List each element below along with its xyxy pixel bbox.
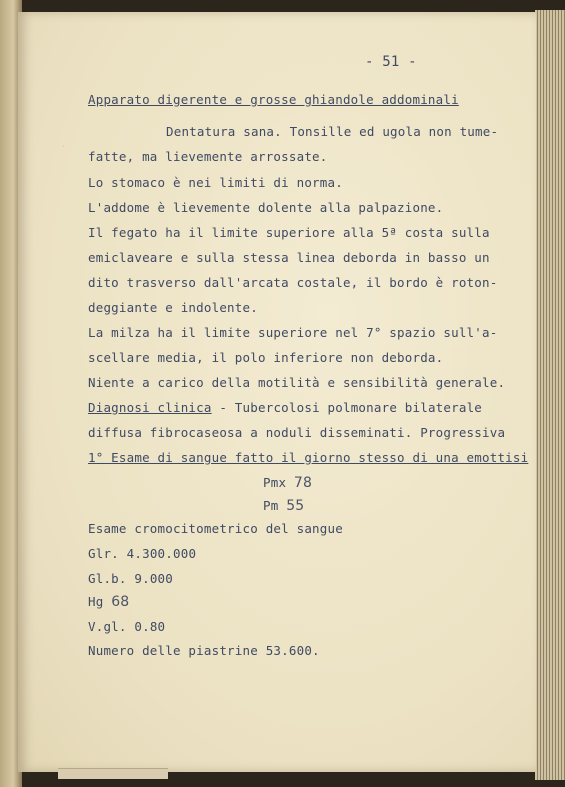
platelets-reading bbox=[88, 643, 320, 658]
pm-value: 55 bbox=[286, 498, 305, 514]
glb-reading bbox=[88, 571, 173, 586]
paragraph-line: scellare media, il polo inferiore non deborda. bbox=[88, 350, 444, 365]
glr-label: Glr. bbox=[88, 546, 119, 561]
section-heading: Apparato digerente e grosse ghiandole addominali bbox=[88, 92, 459, 107]
paragraph-line: deggiante e indolente. bbox=[88, 300, 258, 315]
glb-value: 9.000 bbox=[134, 571, 174, 586]
diagnosis-line bbox=[88, 400, 482, 415]
hg-value: 68 bbox=[111, 594, 130, 610]
paragraph-line: L'addome è lievemente dolente alla palpazione. bbox=[88, 200, 444, 215]
paragraph-line: La milza ha il limite superiore nel 7° spazio sull'a- bbox=[88, 325, 498, 340]
bleed-through-text: · bbox=[60, 140, 67, 153]
paragraph-line: Lo stomaco è nei limiti di norma. bbox=[88, 175, 343, 190]
diagnosis-label: Diagnosi clinica bbox=[88, 400, 212, 415]
platelets-label: Numero delle piastrine bbox=[88, 643, 258, 658]
pm-reading bbox=[263, 498, 304, 514]
glb-label: Gl.b. bbox=[88, 571, 127, 586]
paragraph-line: fatte, ma lievemente arrossate. bbox=[88, 149, 328, 164]
glr-reading bbox=[88, 546, 196, 561]
pm-label: Pm bbox=[263, 498, 279, 513]
paragraph-line: emiclaveare e sulla stessa linea deborda in basso un bbox=[88, 250, 490, 265]
paragraph-line: dito trasverso dall'arcata costale, il bordo è roton- bbox=[88, 275, 498, 290]
blood-exam-line: 1° Esame di sangue fatto il giorno stesso di una emottisi bbox=[88, 450, 529, 465]
pmx-label: Pmx bbox=[263, 475, 287, 490]
blood-title: Esame cromocitometrico del sangue bbox=[88, 521, 343, 536]
page-stack-edge bbox=[535, 10, 565, 780]
diagnosis-text: - Tubercolosi polmonare bilaterale bbox=[219, 400, 483, 415]
pmx-value: 78 bbox=[293, 475, 313, 491]
paragraph-line: Dentatura sana. Tonsille ed ugola non tume- bbox=[166, 124, 499, 139]
diagnosis-line: diffusa fibrocaseosa a noduli disseminati. Progressiva bbox=[88, 425, 506, 440]
hg-label: Hg bbox=[88, 594, 104, 609]
vgl-reading bbox=[88, 619, 165, 634]
paragraph-line: Il fegato ha il limite superiore alla 5ª costa sulla bbox=[88, 225, 490, 240]
vgl-value: 0.80 bbox=[134, 619, 166, 634]
paragraph-line: Niente a carico della motilità e sensibilità generale. bbox=[88, 375, 506, 390]
vgl-label: V.gl. bbox=[88, 619, 127, 634]
hg-reading bbox=[88, 594, 129, 610]
pmx-reading bbox=[263, 475, 312, 491]
glr-value: 4.300.000 bbox=[126, 546, 197, 561]
platelets-value: 53.600. bbox=[265, 643, 320, 658]
page-number: - 51 - bbox=[365, 54, 417, 70]
paper-tape bbox=[58, 768, 168, 779]
